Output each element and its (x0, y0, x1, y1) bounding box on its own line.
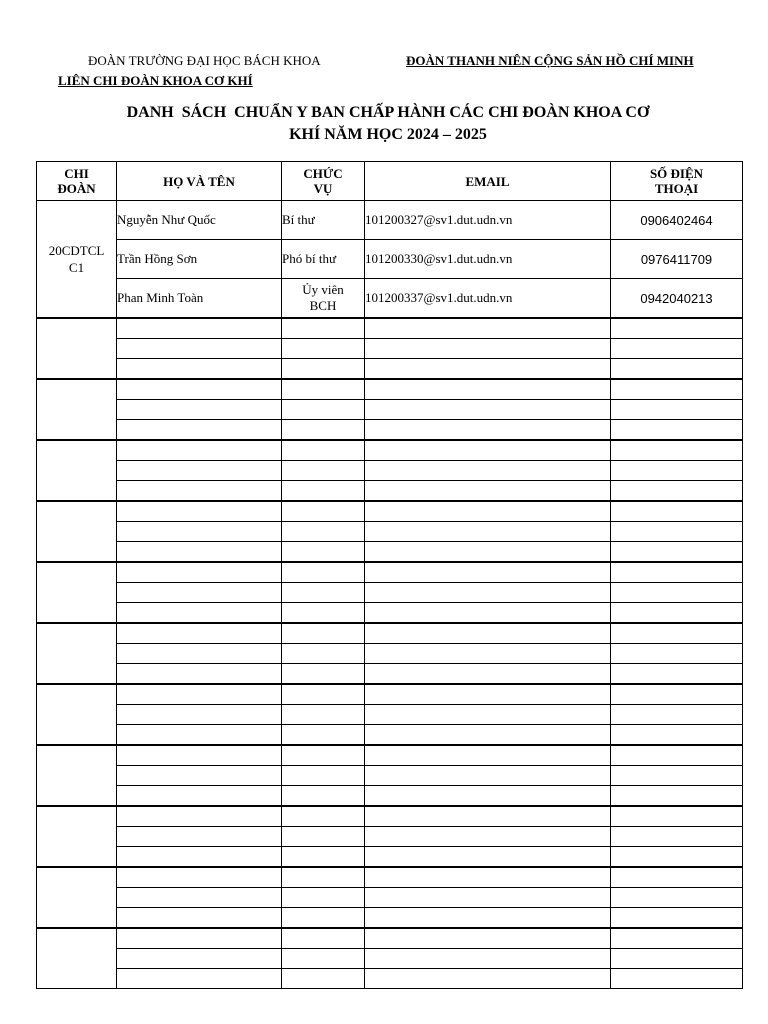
group-cell (37, 501, 117, 562)
table-row (37, 400, 743, 420)
member-name (117, 928, 282, 949)
group-cell (37, 623, 117, 684)
member-name (117, 745, 282, 766)
member-email (365, 827, 611, 847)
table-row (37, 240, 743, 279)
table-row (37, 908, 743, 929)
member-email (365, 888, 611, 908)
table-row (37, 279, 743, 319)
table-row (37, 603, 743, 624)
member-name (117, 725, 282, 746)
member-position (282, 339, 365, 359)
member-position (282, 603, 365, 624)
table-row (37, 379, 743, 400)
table-row (37, 501, 743, 522)
member-position (282, 542, 365, 563)
member-name (117, 969, 282, 989)
member-name (117, 623, 282, 644)
member-name (117, 400, 282, 420)
table-row (37, 664, 743, 685)
col-header-name: HỌ VÀ TÊN (117, 162, 282, 201)
member-email (365, 420, 611, 441)
table-row (37, 827, 743, 847)
member-position (282, 745, 365, 766)
col-header-phone (611, 162, 743, 201)
member-email (365, 359, 611, 380)
member-phone (611, 603, 743, 624)
table-row (37, 481, 743, 502)
table-header-row (37, 162, 743, 201)
member-phone (611, 562, 743, 583)
col-header-email: EMAIL (365, 162, 611, 201)
member-phone (611, 725, 743, 746)
member-phone (611, 847, 743, 868)
member-phone (611, 888, 743, 908)
member-name (117, 705, 282, 725)
member-name (117, 339, 282, 359)
table-row (37, 522, 743, 542)
group-cell (37, 201, 117, 319)
member-email (365, 379, 611, 400)
member-name (117, 542, 282, 563)
member-phone (611, 684, 743, 705)
member-position (282, 705, 365, 725)
member-position (282, 440, 365, 461)
member-name (117, 603, 282, 624)
member-name (117, 847, 282, 868)
table-row (37, 786, 743, 807)
member-name (117, 867, 282, 888)
member-position (282, 379, 365, 400)
member-phone (611, 583, 743, 603)
member-name (117, 318, 282, 339)
member-phone (611, 461, 743, 481)
member-name (117, 684, 282, 705)
member-phone (611, 928, 743, 949)
member-phone (611, 644, 743, 664)
member-name (117, 644, 282, 664)
member-email (365, 522, 611, 542)
member-position-line1: Phó bí thư (282, 251, 336, 266)
table-row (37, 725, 743, 746)
member-email (365, 949, 611, 969)
member-email (365, 786, 611, 807)
member-position (282, 481, 365, 502)
member-email (365, 644, 611, 664)
member-name (117, 583, 282, 603)
member-email: 101200327@sv1.dut.udn.vn (365, 201, 611, 240)
table-row (37, 847, 743, 868)
member-name (117, 806, 282, 827)
committee-table (36, 161, 743, 989)
member-email (365, 562, 611, 583)
member-name: Nguyễn Như Quốc (117, 201, 282, 240)
member-position (282, 847, 365, 868)
member-name (117, 420, 282, 441)
member-position (282, 583, 365, 603)
member-phone (611, 522, 743, 542)
member-email (365, 705, 611, 725)
member-position (282, 318, 365, 339)
member-phone (611, 786, 743, 807)
member-position (282, 279, 365, 319)
group-cell (37, 745, 117, 806)
member-name (117, 888, 282, 908)
table-body (37, 201, 743, 989)
member-position (282, 949, 365, 969)
group-cell (37, 318, 117, 379)
member-position-line1: Ủy viên (302, 282, 344, 297)
member-position (282, 827, 365, 847)
table-row (37, 644, 743, 664)
col-header-phone-line2: THOẠI (654, 181, 699, 196)
table-row (37, 766, 743, 786)
member-position (282, 623, 365, 644)
member-phone (611, 766, 743, 786)
member-phone (611, 379, 743, 400)
table-row (37, 359, 743, 380)
member-email (365, 867, 611, 888)
member-name (117, 461, 282, 481)
table-row (37, 949, 743, 969)
table-row (37, 542, 743, 563)
member-email (365, 318, 611, 339)
member-email (365, 725, 611, 746)
group-cell (37, 806, 117, 867)
col-header-position-line1: CHỨC (303, 166, 343, 181)
document-title-line2: KHÍ NĂM HỌC 2024 – 2025 (289, 126, 487, 143)
table-row (37, 339, 743, 359)
table-row (37, 888, 743, 908)
table-row (37, 867, 743, 888)
member-name (117, 562, 282, 583)
member-email (365, 583, 611, 603)
document-title (40, 102, 736, 146)
member-email (365, 603, 611, 624)
member-position-line1: Bí thư (282, 212, 315, 227)
member-phone (611, 542, 743, 563)
member-position (282, 359, 365, 380)
member-phone (611, 867, 743, 888)
member-email: 101200337@sv1.dut.udn.vn (365, 279, 611, 319)
member-name (117, 664, 282, 685)
document-title-line1: DANH SÁCH CHUẨN Y BAN CHẤP HÀNH CÁC CHI ĐOÀN KHOA CƠ (126, 104, 650, 121)
group-cell (37, 928, 117, 989)
member-email (365, 928, 611, 949)
member-email (365, 969, 611, 989)
member-phone (611, 969, 743, 989)
header-faculty-union: LIÊN CHI ĐOÀN KHOA CƠ KHÍ (58, 73, 253, 88)
member-position (282, 461, 365, 481)
member-phone (611, 318, 743, 339)
col-header-group (37, 162, 117, 201)
member-position (282, 806, 365, 827)
member-name: Phan Minh Toàn (117, 279, 282, 319)
member-position (282, 664, 365, 685)
member-phone (611, 440, 743, 461)
table-row (37, 201, 743, 240)
table-row (37, 684, 743, 705)
member-email (365, 684, 611, 705)
member-position (282, 400, 365, 420)
member-name (117, 379, 282, 400)
member-email (365, 542, 611, 563)
table-row (37, 420, 743, 441)
member-position (282, 562, 365, 583)
member-email (365, 847, 611, 868)
member-phone (611, 949, 743, 969)
member-phone (611, 827, 743, 847)
member-position (282, 928, 365, 949)
group-cell (37, 379, 117, 440)
table-row (37, 562, 743, 583)
member-phone (611, 806, 743, 827)
group-cell (37, 562, 117, 623)
member-email (365, 908, 611, 929)
col-header-phone-line1: SỐ ĐIỆN (649, 166, 704, 181)
member-phone (611, 908, 743, 929)
table-row (37, 745, 743, 766)
member-email (365, 440, 611, 461)
table-row (37, 318, 743, 339)
member-name (117, 827, 282, 847)
col-header-group-line2: ĐOÀN (57, 181, 96, 196)
member-position (282, 240, 365, 279)
member-position (282, 888, 365, 908)
table-row (37, 705, 743, 725)
member-name (117, 949, 282, 969)
member-name (117, 908, 282, 929)
member-name (117, 501, 282, 522)
member-phone (611, 501, 743, 522)
member-position (282, 908, 365, 929)
col-header-position (282, 162, 365, 201)
member-phone (611, 481, 743, 502)
member-email (365, 664, 611, 685)
member-phone: 0976411709 (611, 240, 743, 279)
member-phone (611, 339, 743, 359)
header-youth-union: ĐOÀN THANH NIÊN CỘNG SẢN HỒ CHÍ MINH (406, 53, 694, 68)
member-position (282, 969, 365, 989)
member-name (117, 481, 282, 502)
header-union-school: ĐOÀN TRƯỜNG ĐẠI HỌC BÁCH KHOA (88, 53, 321, 68)
member-position (282, 786, 365, 807)
member-email (365, 461, 611, 481)
member-name: Trần Hồng Sơn (117, 240, 282, 279)
member-email (365, 745, 611, 766)
member-position (282, 201, 365, 240)
member-phone (611, 420, 743, 441)
member-email: 101200330@sv1.dut.udn.vn (365, 240, 611, 279)
member-email (365, 339, 611, 359)
table-row (37, 583, 743, 603)
member-name (117, 766, 282, 786)
member-phone (611, 400, 743, 420)
member-email (365, 481, 611, 502)
member-position (282, 522, 365, 542)
member-phone (611, 745, 743, 766)
group-code-line2: C1 (68, 260, 85, 275)
member-phone (611, 664, 743, 685)
member-name (117, 522, 282, 542)
table-row (37, 806, 743, 827)
member-phone: 0906402464 (611, 201, 743, 240)
member-email (365, 806, 611, 827)
table-row (37, 461, 743, 481)
member-phone (611, 359, 743, 380)
group-cell (37, 867, 117, 928)
member-position (282, 725, 365, 746)
member-email (365, 766, 611, 786)
col-header-group-line1: CHI (64, 166, 89, 181)
table-row (37, 969, 743, 989)
member-name (117, 440, 282, 461)
member-position (282, 501, 365, 522)
member-phone (611, 705, 743, 725)
member-email (365, 400, 611, 420)
member-email (365, 501, 611, 522)
member-position (282, 644, 365, 664)
member-position (282, 684, 365, 705)
member-phone: 0942040213 (611, 279, 743, 319)
table-row (37, 928, 743, 949)
member-phone (611, 623, 743, 644)
member-position (282, 867, 365, 888)
member-name (117, 359, 282, 380)
table-row (37, 440, 743, 461)
group-cell (37, 440, 117, 501)
member-name (117, 786, 282, 807)
col-header-position-line2: VỤ (313, 181, 333, 196)
member-position (282, 420, 365, 441)
member-position (282, 766, 365, 786)
table-row (37, 623, 743, 644)
member-email (365, 623, 611, 644)
member-position-line2: BCH (309, 298, 337, 313)
group-cell (37, 684, 117, 745)
group-code-line1: 20CDTCL (48, 243, 105, 258)
